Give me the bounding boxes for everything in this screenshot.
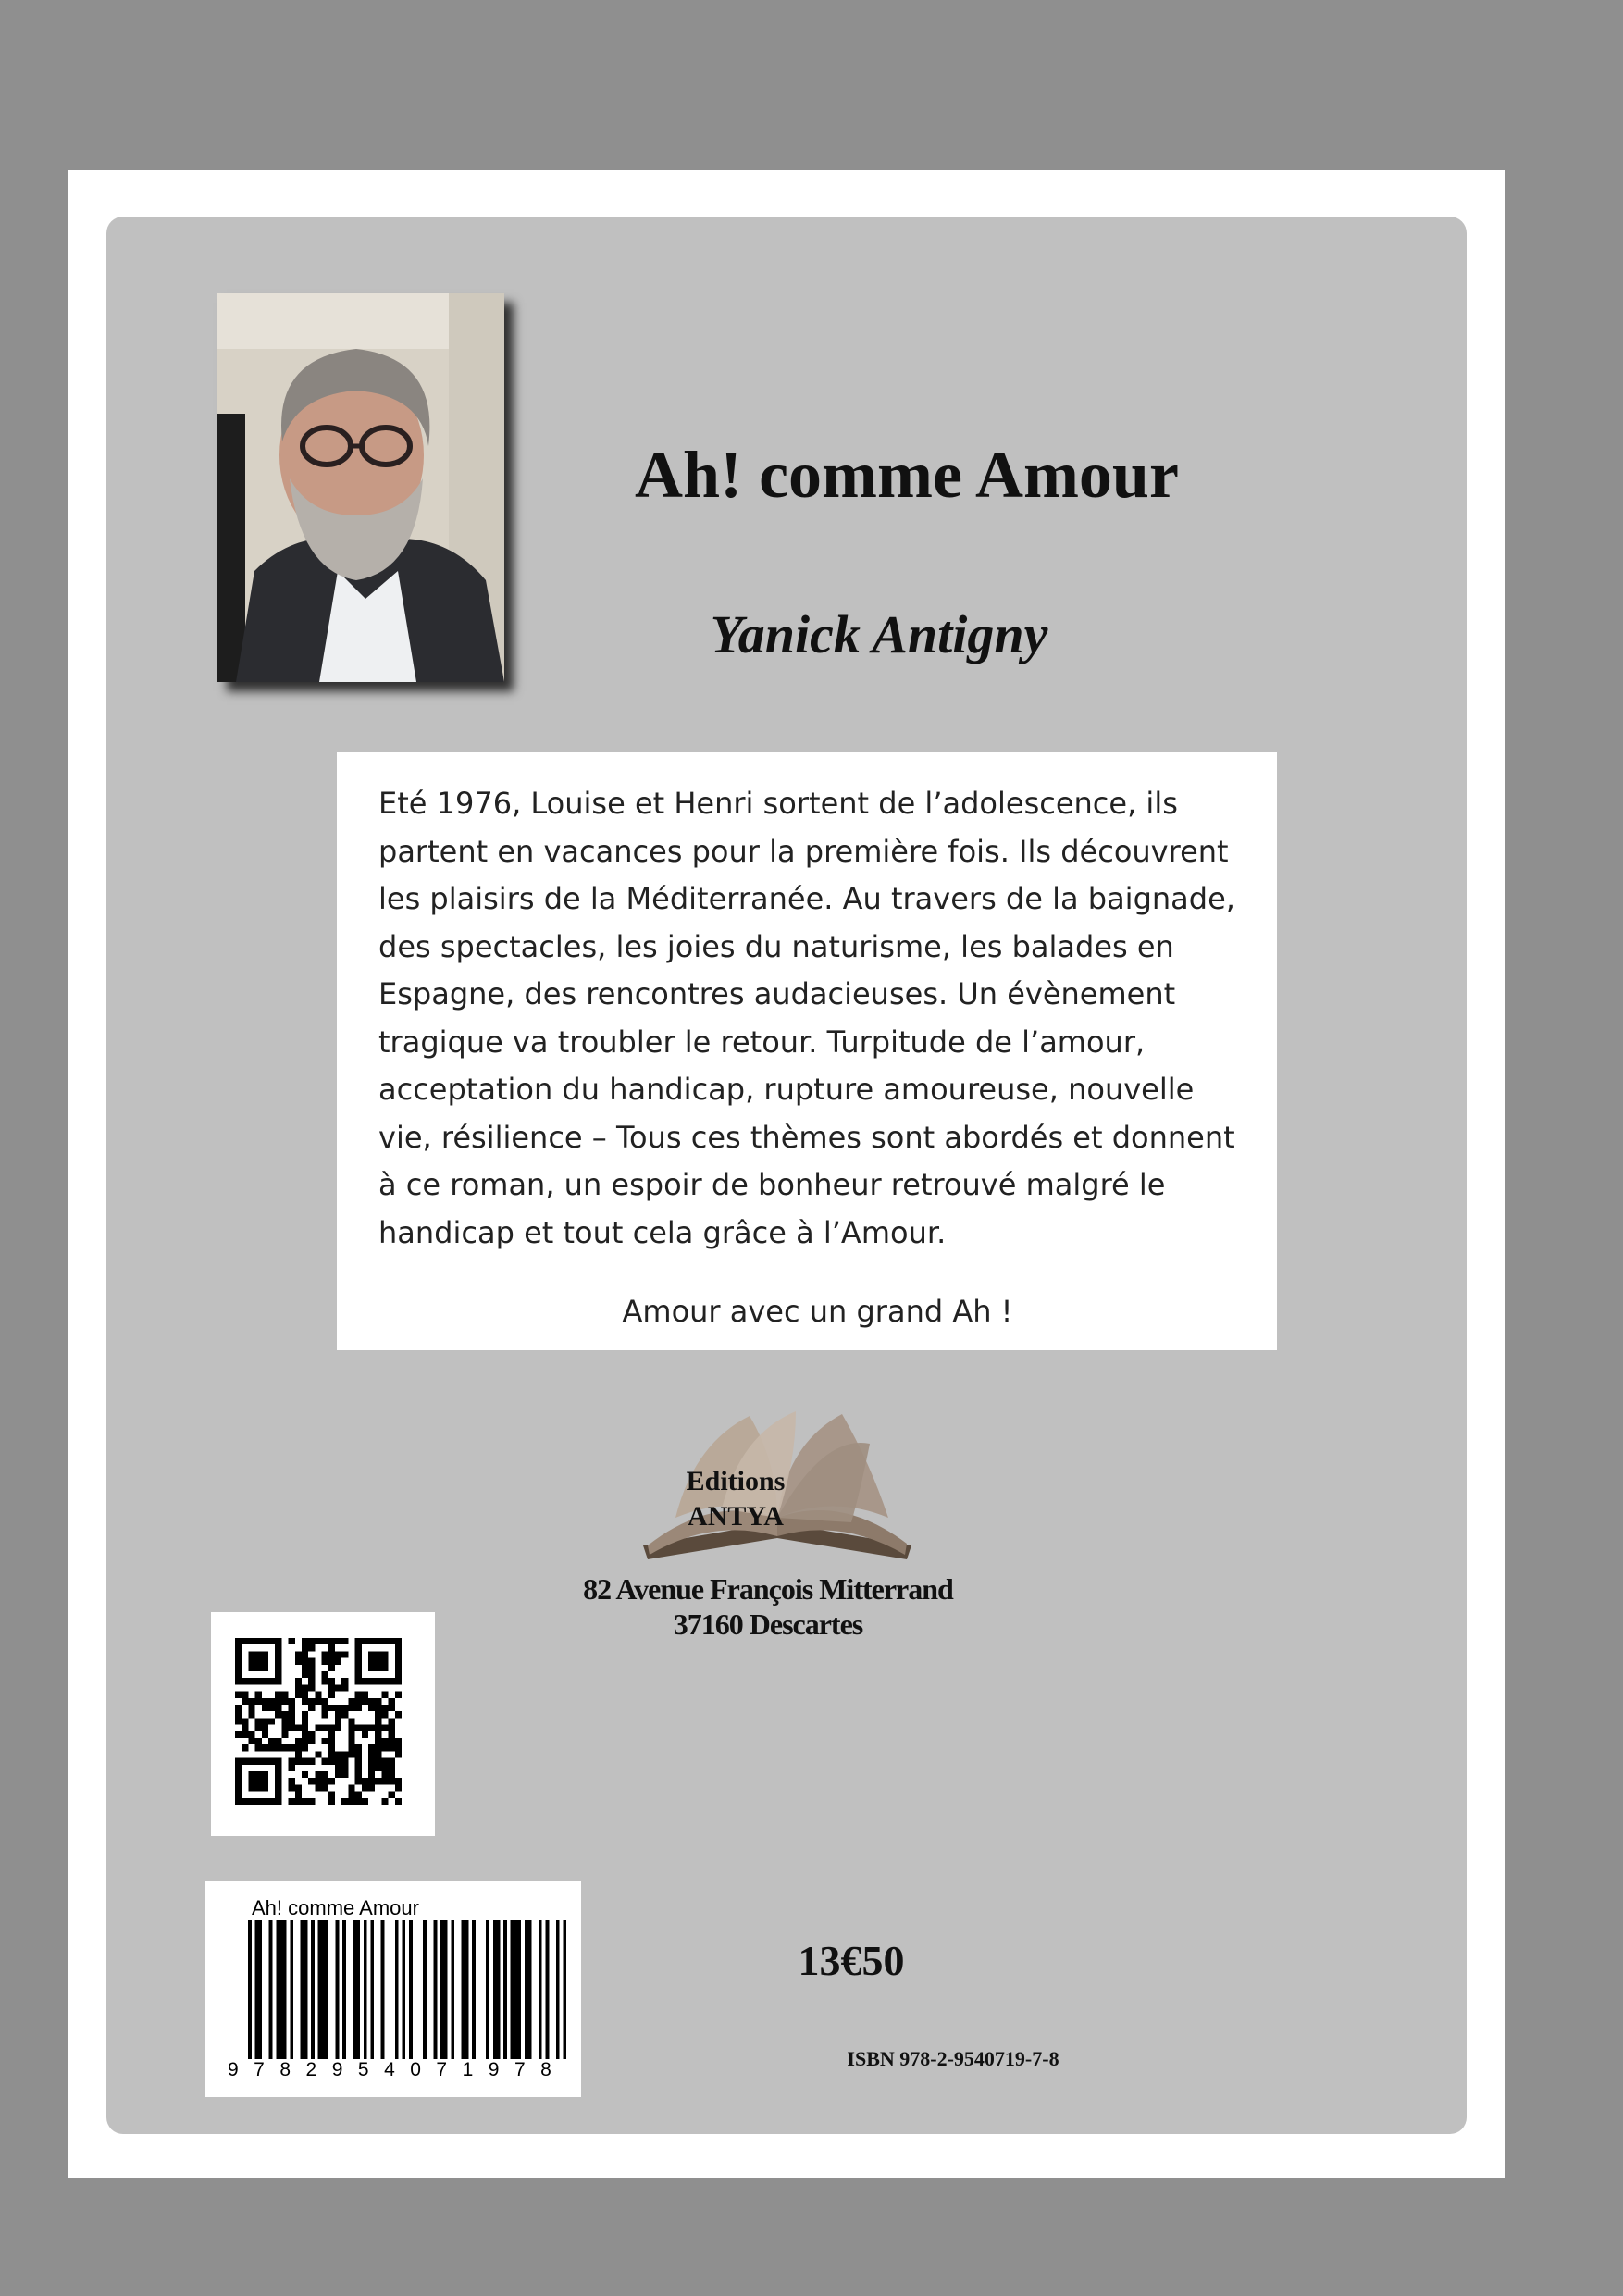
address-line-1: 82 Avenue François Mitterrand	[583, 1572, 953, 1606]
qr-code	[211, 1612, 435, 1836]
logo-line-1: Editions	[686, 1466, 786, 1496]
author-photo	[217, 293, 504, 682]
isbn: ISBN 978-2-9540719-7-8	[847, 2047, 1059, 2070]
barcode-title: Ah! comme Amour	[252, 1896, 419, 1919]
blurb-text: Eté 1976, Louise et Henri sortent de l’adolescence, ils partent en vacances pour la première fois. Ils découvrent les plaisirs de la Méditerranée. Au travers de la baignade, des spectacles, les joies du naturisme, les balades en Espagne, des rencontres audacieuses. Un évènement tragique va troubler le retour. Turpitude de l’amour, acceptation du handicap, rupture amoureuse, nouvelle vie, résilience – Tous ces thèmes sont abordés et donnent à ce roman, un espoir de bonheur retrouvé malgré le handicap et tout cela grâce à l’Amour.	[378, 786, 1235, 1250]
tagline: Amour avec un grand Ah !	[622, 1294, 1013, 1329]
logo-text	[657, 1464, 814, 1534]
barcode-bars	[248, 1920, 570, 2059]
address-line-2: 37160 Descartes	[673, 1607, 863, 1641]
author-name: Yanick Antigny	[710, 604, 1048, 664]
book-title: Ah! comme Amour	[635, 438, 1179, 512]
price: 13€50	[798, 1937, 905, 1984]
barcode-digits: 9782954071978	[228, 2059, 567, 2080]
publisher-address	[518, 1571, 1018, 1642]
barcode-label	[205, 1881, 581, 2097]
blurb-box	[337, 752, 1277, 1350]
author-portrait-icon	[217, 293, 504, 682]
publisher-logo	[638, 1407, 916, 1569]
qr-code-icon	[235, 1638, 402, 1805]
logo-line-2: ANTYA	[688, 1501, 784, 1532]
